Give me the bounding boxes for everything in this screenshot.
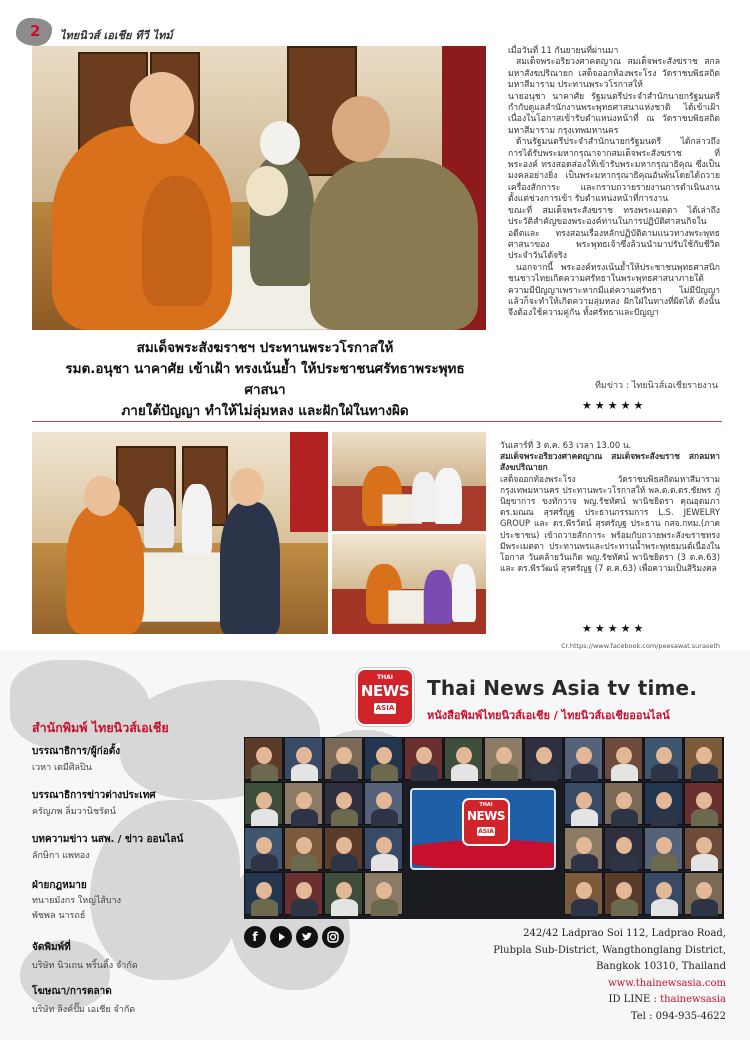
masthead-role: บรรณาธิการข่าวต่างประเทศ	[32, 790, 156, 801]
masthead-person: ครัญภพ ลิ่มวานิชรัตน์	[32, 807, 116, 817]
article1-paragraph: นอกจากนี้ พระองค์ทรงเน้นย้ำให้ประชาชนพุทธศาสนิก ชนชาวไทยเกิดความศรัทธาในพระพุทธศาสนาภายใต้ ความมีปัญญาเพราะหากมีแต่ความศรัทธา ไม่มีปัญญา แล้วก็จะทำให้เกิดความลุ่มหลง ฝักใฝ่ในทางที่ผิดได้ ดังนั้นจึงต้องใช้ความคู่กัน ทั้งศรัทธาและปัญญา	[508, 262, 720, 319]
line-id-label: ID LINE :	[608, 994, 657, 1006]
brand-name: Thai News Asia tv time.	[427, 676, 698, 700]
collage-thumbnail	[684, 782, 723, 825]
page-header	[16, 18, 316, 48]
article1-body	[508, 46, 720, 320]
telephone: Tel : 094-935-4622	[630, 1010, 726, 1022]
collage-thumbnail	[604, 782, 643, 825]
masthead-person: บริษัท ลิงค์ปั๊ม เอเชีย จำกัด	[32, 1005, 136, 1015]
article1-paragraph: ด้านรัฐมนตรีประจำสำนักนายกรัฐมนตรี ได้กล่าวถึง การได้รับพระมหากรุณาจากสมเด็จพระสังฆราช ที่พระองค์ ทรงสอดส่องให้เข้ารับพระมหากรุณาธิคุณ ซึ่งเป็นมงคลอย่างยิ่ง เป็นพระมหากรุณาธิคุณอันพ้นโดยได้ถวายเครื่องสักการะ และกราบถวายรายงานการดำเนินงานตั้งแต่ช่วงการเข้า รับตำแหน่งหน้าที่การงาน	[508, 137, 720, 205]
collage-thumbnail	[244, 872, 283, 915]
page-number: 2	[30, 22, 41, 40]
masthead-role: ฝ่ายกฎหมาย	[32, 880, 87, 891]
collage-thumbnail	[644, 737, 683, 780]
collage-thumbnail	[644, 827, 683, 870]
collage-thumbnail	[644, 782, 683, 825]
article1-paragraph: นายอนุชา นาคาศัย รัฐมนตรีประจำสำนักนายกรัฐมนตรี กำกับดูแลสำนักงานพระพุทธศาสนาแห่งชาติ ได้เข้าเฝ้า เนื่องในโอกาสเข้ารับตำแหน่งหน้าที่ ณ วัดราชบพิธสถิต มหาสีมาราม กรุงเทพมหานคร	[508, 91, 720, 136]
collage-thumbnail	[324, 737, 363, 780]
news-collage	[244, 737, 724, 919]
article2-photo-3	[332, 534, 486, 634]
article2-text: เสด็จออกท้องพระโรง วัดราชบพิธสถิตมหาสีมาราม กรุงเทพมหานคร ประทานพระวโรกาสให้ พล.ต.ต.ดร.ชัยพร ภู่นิยุขาการ ขงทักวาจ พญ.รัชทัศน์ พานิชยิตรา คุณอุดมภา ดร.มณณ สุรศรัญฐ ประธานกรรมการ L.S. JEWELRY GROUP และ ดร.พีรวัตน์ สุรศรัญฐ ประธาน กสจ.กทม.(ภาคประชาชน) เข้าถวายสักการะ พร้อมกับถวายพระสังฆราชทรงมีพระเมตตา ประทานพรและประทานน้ำพระพุทธมนต์เนื่องในโอกาส วันคล้ายวันเกิด พญ.รัชทัศน์ พานิชยิตรา (3 ต.ค.63) และ ดร.พีรวัฒน์ สุรศรัญฐ (7 ต.ค.63) เพื่อความเป็นสิริมงคล	[500, 473, 720, 574]
article2-body	[500, 440, 720, 574]
collage-thumbnail	[604, 827, 643, 870]
collage-thumbnail	[524, 737, 563, 780]
article2-lead: วันเสาร์ที่ 3 ต.ค. 63 เวลา 13.00 น.	[500, 440, 632, 450]
address-line: 242/42 Ladprao Soi 112, Ladprao Road,	[523, 928, 726, 939]
collage-thumbnail	[364, 827, 403, 870]
collage-thumbnail	[324, 827, 363, 870]
line-id-value[interactable]: thainewsasia	[660, 994, 726, 1006]
collage-thumbnail	[364, 872, 403, 915]
collage-thumbnail	[644, 872, 683, 915]
article2-photo-2	[332, 432, 486, 531]
article1-photo	[32, 46, 486, 330]
thai-news-asia-logo	[356, 668, 414, 726]
collage-thumbnail	[604, 872, 643, 915]
logo-thai-text: THAI	[377, 674, 393, 681]
masthead-person: เวหา เตมีศิลปิน	[32, 763, 92, 773]
collage-thumbnail	[284, 872, 323, 915]
contact-block	[470, 926, 726, 1026]
article1-stars: ★★★★★	[582, 399, 647, 412]
headline-line: รมต.อนุชา นาคาศัย เข้าเฝ้า ทรงเน้นย้ำ ให้ประชาชนศรัทธาพระพุทธศาสนา	[65, 361, 465, 398]
collage-thumbnail	[604, 737, 643, 780]
headline-line: ภายใต้ปัญญา ทำให้ไม่ลุ่มหลง และฝักใฝ่ในทางผิด	[121, 403, 409, 419]
collage-thumbnail	[684, 737, 723, 780]
article1-credit: ทีมข่าว : ไทยนิวส์เอเชียรายงาน	[594, 381, 718, 391]
publisher-title: สำนักพิมพ์ ไทยนิวส์เอเชีย	[32, 720, 169, 735]
collage-logo-thai: THAI	[479, 802, 493, 808]
collage-center-logo	[410, 788, 556, 870]
article1-paragraph: เมื่อวันที่ 11 กันยายนที่ผ่านมา	[508, 46, 619, 56]
collage-thumbnail	[284, 737, 323, 780]
masthead-role: โฆษณา/การตลาด	[32, 986, 112, 997]
youtube-icon[interactable]	[270, 926, 292, 948]
address-line: Plubpla Sub-District, Wangthonglang District,	[493, 944, 726, 956]
logo-news-text: NEWS	[360, 682, 410, 700]
website-link[interactable]: www.thainewsasia.com	[608, 977, 726, 989]
logo-asia-text: ASIA	[375, 704, 395, 712]
collage-thumbnail	[444, 737, 483, 780]
collage-thumbnail	[564, 872, 603, 915]
article1-paragraph: สมเด็จพระอริยวงศาคตญาณ สมเด็จพระสังฆราช สกลมหาสังฆปริณายก เสด็จออกท้องพระโรง วัดราชบพิธสถิตมหาสีมาราม ประทานพระวโรกาสให้	[508, 57, 720, 91]
collage-thumbnail	[564, 827, 603, 870]
collage-thumbnail	[244, 827, 283, 870]
collage-thumbnail	[364, 737, 403, 780]
collage-thumbnail	[684, 827, 723, 870]
facebook-icon[interactable]: f	[244, 926, 266, 948]
article2-stars: ★★★★★	[582, 622, 647, 635]
collage-thumbnail	[404, 737, 443, 780]
article2-photo-main	[32, 432, 328, 634]
headline-line: สมเด็จพระสังฆราชฯ ประทานพระวโรกาสให้	[136, 340, 394, 356]
collage-logo-news: NEWS	[466, 809, 506, 823]
masthead-role: จัดพิมพ์ที่	[32, 942, 71, 953]
collage-thumbnail	[284, 782, 323, 825]
collage-thumbnail	[284, 827, 323, 870]
twitter-icon[interactable]	[296, 926, 318, 948]
instagram-icon[interactable]	[322, 926, 344, 948]
collage-thumbnail	[564, 737, 603, 780]
article2-source[interactable]: Cr.https://www.facebook.com/peesawat.suraseth	[561, 642, 720, 650]
collage-thumbnail	[484, 737, 523, 780]
masthead-role: บทความข่าว นสพ. / ข่าว ออนไลน์	[32, 834, 184, 845]
collage-thumbnail	[324, 782, 363, 825]
collage-thumbnail	[684, 872, 723, 915]
masthead-role: บรรณาธิการ/ผู้ก่อตั้ง	[32, 746, 121, 757]
publication-title: ไทยนิวส์ เอเชีย ทีวี ไทม์	[60, 29, 173, 42]
masthead-person: ทนายมังกร ใหญ่ไส้บาง พัชพล นารถธ์	[32, 896, 122, 921]
masthead-person: ลักษิกา แพทอง	[32, 851, 90, 861]
article1-headline	[60, 338, 470, 422]
collage-thumbnail	[324, 872, 363, 915]
collage-thumbnail	[364, 782, 403, 825]
brand-tagline: หนังสือพิมพ์ไทยนิวส์เอเชีย / ไทยนิวส์เอเชียออนไลน์	[427, 709, 670, 722]
masthead-person: บริษัท นิวเถน พริ้นติ้ง จำกัด	[32, 961, 138, 971]
collage-thumbnail	[244, 782, 283, 825]
article2-bold: สมเด็จพระอริยวงศาคตญาณ สมเด็จพระสังฆราช สกลมหาสังฆปริณายก	[500, 451, 720, 473]
section-divider	[32, 421, 722, 422]
collage-logo-asia: ASIA	[478, 828, 494, 835]
address-line: Bangkok 10310, Thailand	[596, 961, 726, 973]
line-id-row	[470, 992, 726, 1009]
collage-thumbnail	[244, 737, 283, 780]
article1-paragraph: ขณะที่ สมเด็จพระสังฆราช ทรงพระเมตตา ได้เล่าถึง ประวัติสำคัญของพระองค์ท่านในการปฏิบัติศาสนกิจในอดีตและ ทรงสอนเรื่องหลักปฏิบัติตามแนวทางพระพุทธศาสนาของ พระพุทธเจ้าซึ่งล้วนนำมาปรับใช้กับชีวิตประจำวันได้จริง	[508, 205, 720, 262]
collage-thumbnail	[564, 782, 603, 825]
